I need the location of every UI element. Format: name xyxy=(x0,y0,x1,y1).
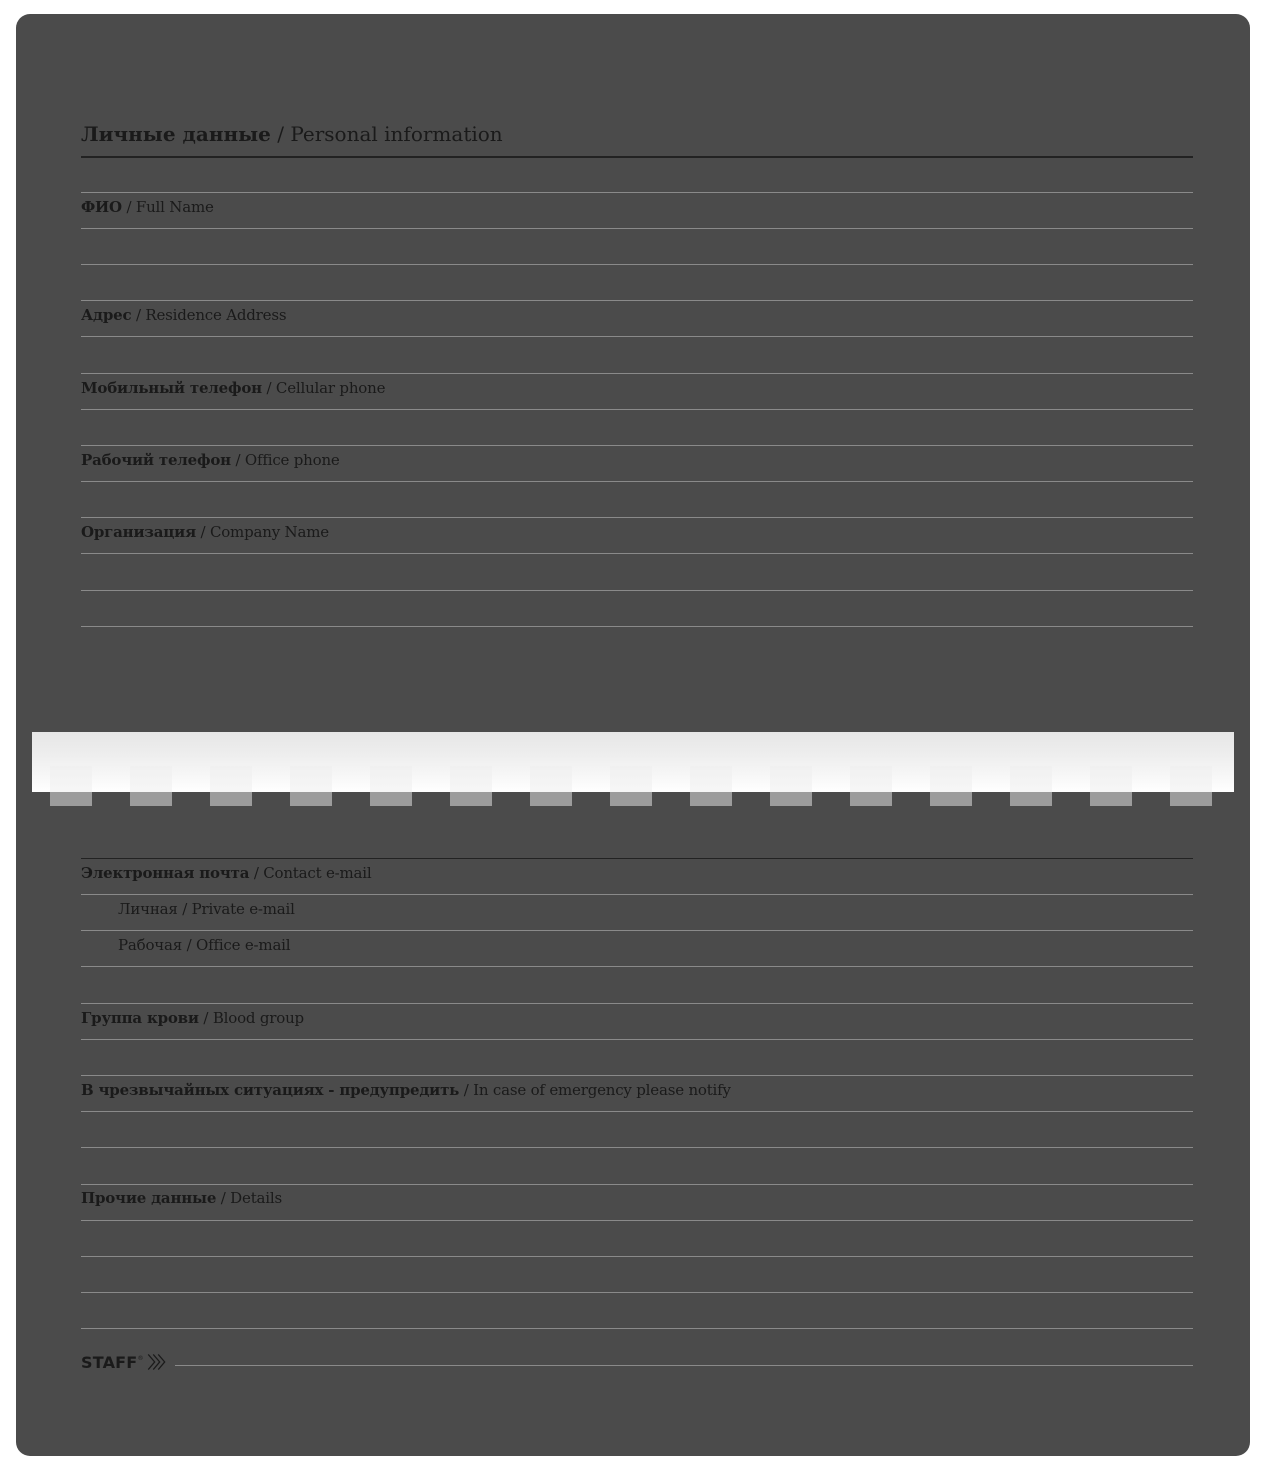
mobile-phone-line[interactable] xyxy=(81,445,1193,446)
logo-chevrons-icon: 〉〉〉 xyxy=(147,1353,171,1372)
office-phone-label: Рабочий телефон / Office phone xyxy=(81,451,340,469)
details-line[interactable] xyxy=(81,1292,1193,1293)
office-email-line[interactable] xyxy=(81,1003,1193,1004)
footer-line xyxy=(175,1365,1193,1366)
title-en: / Personal information xyxy=(277,122,503,146)
page-title xyxy=(81,122,503,146)
mobile-phone-label: Мобильный телефон / Cellular phone xyxy=(81,379,386,397)
blood-group-line[interactable] xyxy=(81,1039,1193,1040)
details-line[interactable] xyxy=(81,1220,1193,1221)
blood-group-line[interactable] xyxy=(81,1075,1193,1076)
details-line[interactable] xyxy=(81,1256,1193,1257)
blood-group-label: Группа крови / Blood group xyxy=(81,1009,304,1027)
office-phone-line[interactable] xyxy=(81,481,1193,482)
notebook-cover-frame xyxy=(16,14,1250,1456)
address-label: Адрес / Residence Address xyxy=(81,306,287,324)
company-line[interactable] xyxy=(81,590,1193,591)
private-email-line[interactable] xyxy=(81,930,1193,931)
company-line[interactable] xyxy=(81,553,1193,554)
title-ru: Личные данные xyxy=(81,122,271,146)
address-line[interactable] xyxy=(81,373,1193,374)
emergency-line[interactable] xyxy=(81,1147,1193,1148)
full-name-label: ФИО / Full Name xyxy=(81,198,214,216)
emergency-line[interactable] xyxy=(81,1184,1193,1185)
email-label: Электронная почта / Contact e-mail xyxy=(81,864,372,882)
office-email-label: Рабочая / Office e-mail xyxy=(118,936,291,954)
mobile-phone-line[interactable] xyxy=(81,409,1193,410)
private-email-label: Личная / Private e-mail xyxy=(118,900,295,918)
title-underline xyxy=(81,156,1193,158)
section-divider xyxy=(81,858,1193,859)
company-label: Организация / Company Name xyxy=(81,523,329,541)
details-label: Прочие данные / Details xyxy=(81,1189,282,1207)
emergency-label: В чрезвычайных ситуациях - предупредить / In case of emergency please notify xyxy=(81,1081,731,1099)
details-line[interactable] xyxy=(81,1328,1193,1329)
full-name-line[interactable] xyxy=(81,228,1193,229)
full-name-line[interactable] xyxy=(81,264,1193,265)
rule xyxy=(81,192,1193,193)
company-line[interactable] xyxy=(81,626,1193,627)
emergency-line[interactable] xyxy=(81,1111,1193,1112)
email-line[interactable] xyxy=(81,894,1193,895)
full-name-line[interactable] xyxy=(81,300,1193,301)
address-line[interactable] xyxy=(81,336,1193,337)
office-phone-line[interactable] xyxy=(81,517,1193,518)
office-email-line[interactable] xyxy=(81,966,1193,967)
staff-logo: STAFF® 〉〉〉 xyxy=(81,1353,171,1372)
